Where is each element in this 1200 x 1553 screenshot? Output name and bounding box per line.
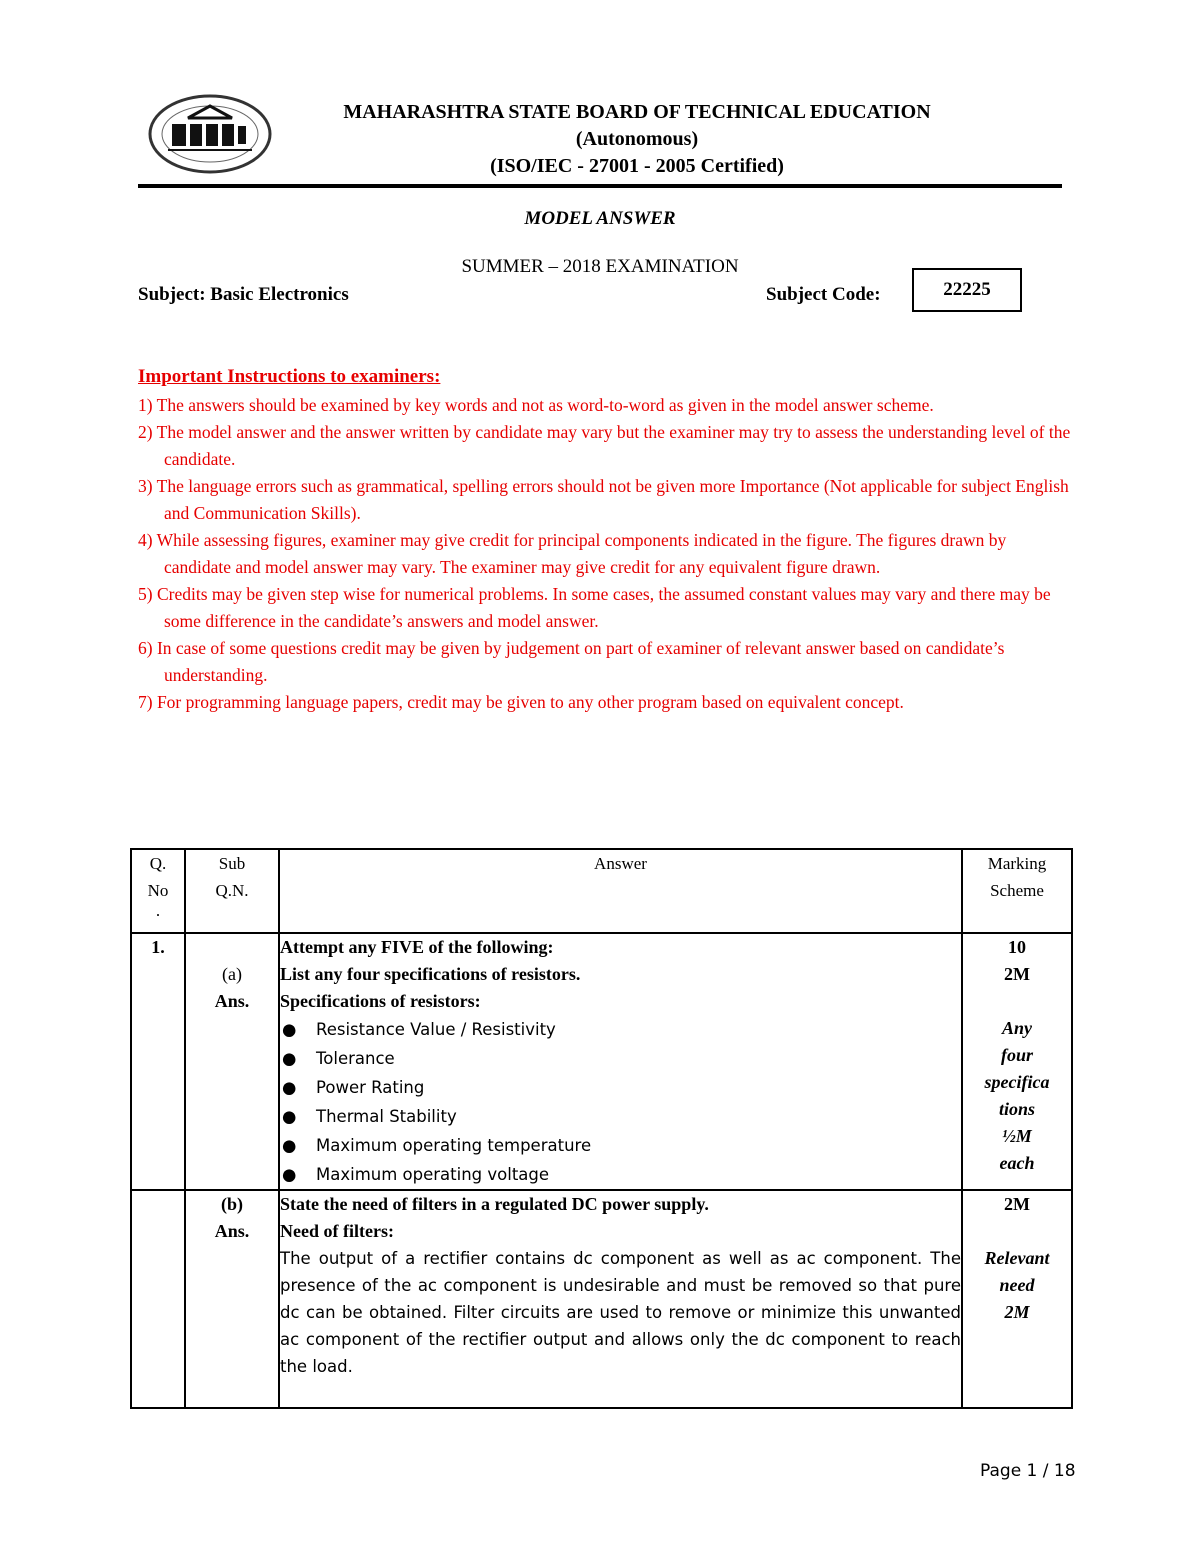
bullet-icon: ●: [282, 1078, 297, 1097]
list-item: ● Power Rating: [280, 1073, 961, 1102]
sub-question-cell: [185, 1190, 279, 1408]
examiner-instructions: [138, 366, 1073, 716]
scheme-line: Relevant: [984, 1248, 1050, 1268]
table-row: [131, 933, 1072, 1190]
answer-table: [130, 848, 1073, 1409]
answer-title: Need of filters:: [280, 1221, 394, 1241]
exam-title: SUMMER – 2018 EXAMINATION: [461, 256, 739, 277]
total-marks: 10: [1008, 937, 1026, 957]
marking-cell: [962, 933, 1072, 1190]
marks: 2M: [1004, 964, 1030, 984]
scheme-line: tions: [998, 1099, 1036, 1119]
bullet-icon: ●: [282, 1165, 297, 1184]
table-header-row: [131, 849, 1072, 933]
answer-cell: [279, 1190, 962, 1408]
section-heading: Attempt any FIVE of the following:: [280, 937, 554, 957]
table-row: [131, 1190, 1072, 1408]
sub-question-label: (a): [222, 964, 242, 984]
subject-code-box: 22225: [912, 268, 1022, 312]
ans-label: Ans.: [214, 1221, 250, 1241]
subject-code-label: Subject Code:: [766, 284, 881, 305]
sub-question-label: (b): [221, 1194, 243, 1214]
answer-cell: [279, 933, 962, 1190]
header-answer: Answer: [279, 849, 962, 933]
scheme-line: Any: [1001, 1018, 1032, 1038]
instruction-item: 2) The model answer and the answer written by candidate may vary but the examiner may try to assess the understanding level of the candidate.: [138, 422, 1071, 469]
marks: 2M: [1004, 1194, 1030, 1214]
bullet-icon: ●: [282, 1020, 297, 1039]
answer-body: The output of a rectifier contains dc component as well as ac component. The presence of the ac component is undesirable and must be removed so that pure dc can be obtained. Filter circuits are used to remove or minimize this unwanted ac component of the rectifier output and allows only the dc component to reach the load.: [280, 1249, 961, 1376]
list-item: ● Resistance Value / Resistivity: [280, 1015, 961, 1044]
instruction-item: 3) The language errors such as grammatical, spelling errors should not be given more Importance (Not applicable for subject English and Communication Skills).: [138, 476, 1069, 523]
question-number: [131, 1190, 185, 1408]
instruction-item: 6) In case of some questions credit may be given by judgement on part of examiner of relevant answer based on candidate’s understanding.: [138, 638, 1005, 685]
scheme-line: each: [999, 1153, 1035, 1173]
scheme-line: four: [1000, 1045, 1033, 1065]
question-text: State the need of filters in a regulated DC power supply.: [280, 1194, 709, 1214]
list-item: ● Maximum operating voltage: [280, 1160, 961, 1189]
bullet-icon: ●: [282, 1049, 297, 1068]
scheme-line: ½M: [1002, 1126, 1032, 1146]
header-qno: Q. No .: [131, 849, 185, 933]
question-number: 1.: [131, 933, 185, 1190]
list-item: ● Thermal Stability: [280, 1102, 961, 1131]
scheme-line: need: [999, 1275, 1035, 1295]
instruction-item: 1) The answers should be examined by key words and not as word-to-word as given in the model answer scheme.: [138, 395, 934, 415]
instruction-item: 7) For programming language papers, credit may be given to any other program based on equivalent concept.: [138, 692, 904, 712]
sub-question-cell: [185, 933, 279, 1190]
marking-cell: [962, 1190, 1072, 1408]
org-name: MAHARASHTRA STATE BOARD OF TECHNICAL EDUCATION: [343, 101, 931, 123]
instruction-item: 4) While assessing figures, examiner may give credit for principal components indicated in the figure. The figures drawn by candidate and model answer may vary. The examiner may give credit for any equivalent figure drawn.: [138, 530, 1007, 577]
list-item: ● Tolerance: [280, 1044, 961, 1073]
instructions-title: Important Instructions to examiners:: [138, 366, 441, 387]
ans-label: Ans.: [214, 991, 250, 1011]
org-certification: (ISO/IEC - 27001 - 2005 Certified): [490, 155, 784, 177]
org-status: (Autonomous): [575, 128, 699, 150]
scheme-line: 2M: [1004, 1302, 1030, 1322]
msbte-logo: [148, 94, 272, 174]
list-item: ● Maximum operating temperature: [280, 1131, 961, 1160]
scheme-line: specifica: [984, 1072, 1050, 1092]
subject-name: Subject: Basic Electronics: [138, 284, 349, 305]
instruction-item: 5) Credits may be given step wise for numerical problems. In some cases, the assumed constant values may vary and there may be some difference in the candidate’s answers and model answer.: [138, 584, 1051, 631]
document-title: MODEL ANSWER: [524, 208, 676, 229]
header-marking-scheme: Marking Scheme: [962, 849, 1072, 933]
bullet-icon: ●: [282, 1136, 297, 1155]
header-divider: [138, 184, 1062, 188]
specifications-list: [280, 1015, 961, 1189]
bullet-icon: ●: [282, 1107, 297, 1126]
answer-title: Specifications of resistors:: [280, 991, 481, 1011]
question-text: List any four specifications of resistors.: [280, 964, 581, 984]
header-sub-qn: Sub Q.N.: [185, 849, 279, 933]
page-number: Page 1 / 18: [980, 1461, 1076, 1481]
